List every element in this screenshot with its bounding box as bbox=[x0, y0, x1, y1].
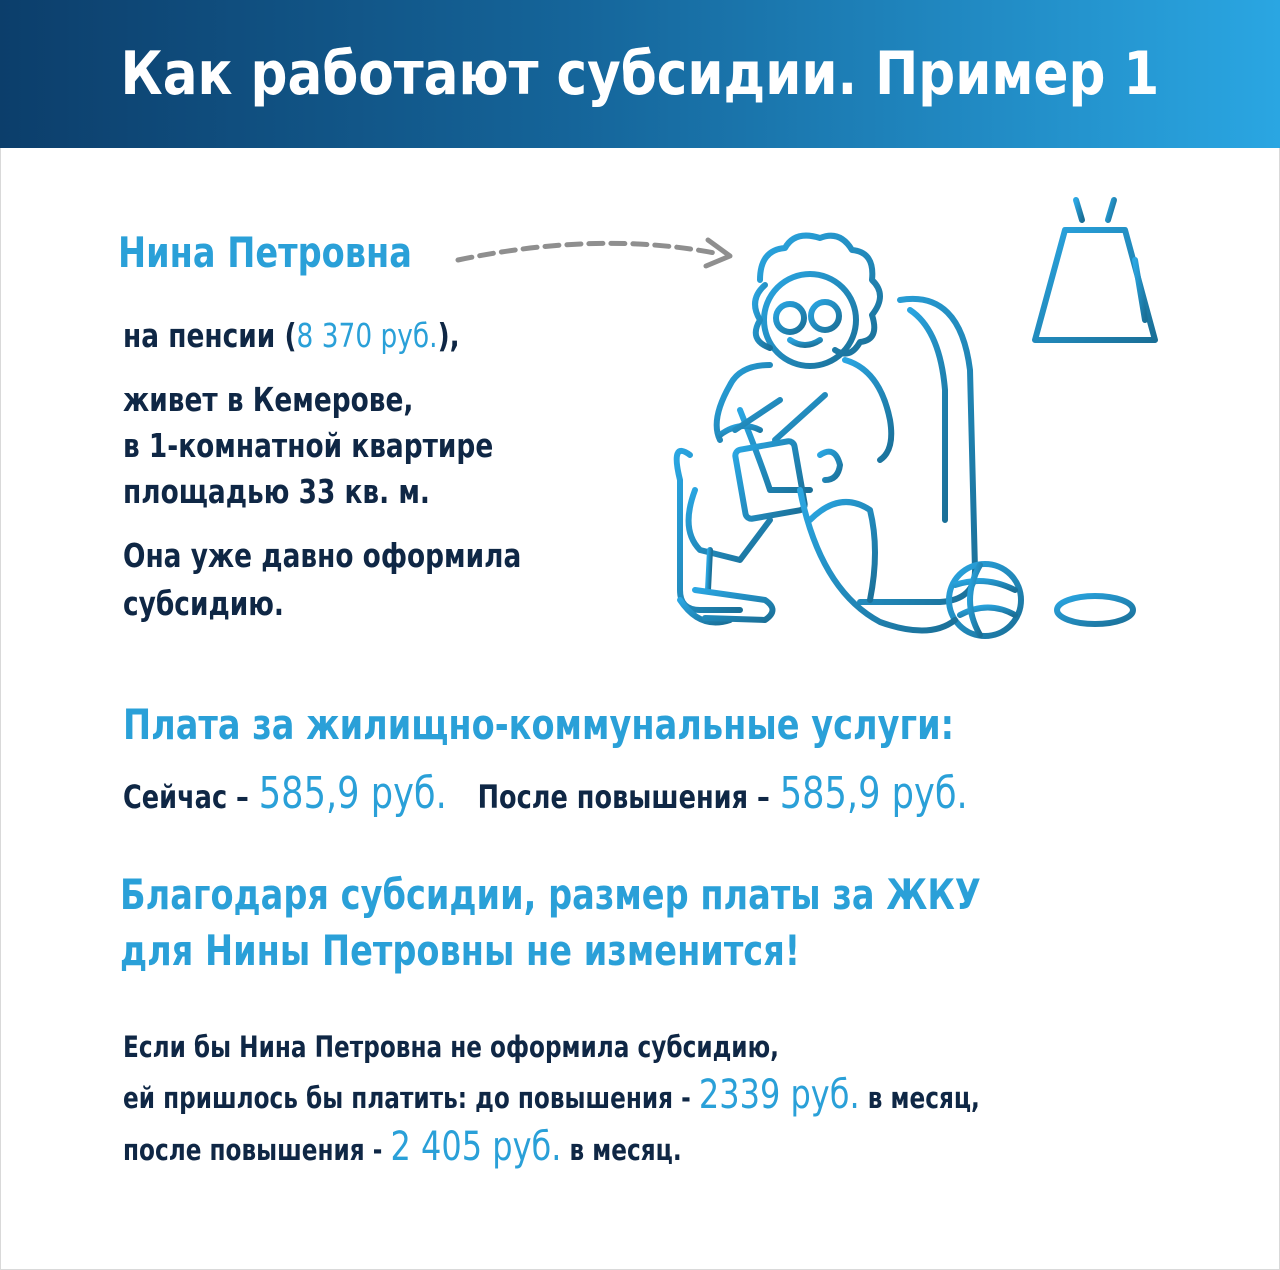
subsidy-line-1: Она уже давно оформила bbox=[123, 536, 522, 575]
payment-heading: Плата за жилищно-коммунальные услуги: bbox=[123, 700, 955, 749]
header-banner bbox=[0, 0, 1280, 148]
pension-line bbox=[123, 316, 460, 355]
bio-line-1: живет в Кемерове, bbox=[123, 380, 414, 419]
note-line-2 bbox=[123, 1072, 980, 1118]
conclusion-line-1: Благодаря субсидии, размер платы за ЖКУ bbox=[120, 870, 981, 919]
conclusion-line-2: для Нины Петровны не изменится! bbox=[120, 926, 801, 975]
subsidy-line-2: субсидию. bbox=[123, 584, 284, 623]
grandmother-knitting-in-armchair-icon bbox=[437, 190, 1220, 650]
note-line-3-value: 2 405 руб. bbox=[390, 1124, 562, 1170]
pension-prefix: на пенсии ( bbox=[123, 316, 297, 355]
person-name: Нина Петровна bbox=[118, 228, 412, 277]
page-title: Как работают субсидии. Пример 1 bbox=[120, 39, 1160, 109]
now-value: 585,9 руб. bbox=[258, 768, 447, 819]
note-line-2-suffix: в месяц, bbox=[867, 1081, 980, 1115]
payment-line bbox=[123, 768, 968, 819]
note-line-3 bbox=[123, 1124, 682, 1170]
note-line-2-value: 2339 руб. bbox=[698, 1072, 860, 1118]
pension-value: 8 370 руб. bbox=[296, 316, 438, 355]
now-label: Сейчас – bbox=[123, 778, 249, 816]
bio-line-3: площадью 33 кв. м. bbox=[123, 472, 430, 511]
pension-suffix: ), bbox=[437, 316, 460, 355]
note-line-3-suffix: в месяц. bbox=[569, 1133, 682, 1167]
note-line-3-prefix: после повышения - bbox=[123, 1133, 383, 1167]
after-value: 585,9 руб. bbox=[779, 768, 968, 819]
after-label: После повышения – bbox=[477, 778, 770, 816]
note-line-1: Если бы Нина Петровна не оформила субсидию, bbox=[123, 1030, 779, 1064]
bio-line-2: в 1-комнатной квартире bbox=[123, 426, 494, 465]
note-line-2-prefix: ей пришлось бы платить: до повышения - bbox=[123, 1081, 691, 1115]
